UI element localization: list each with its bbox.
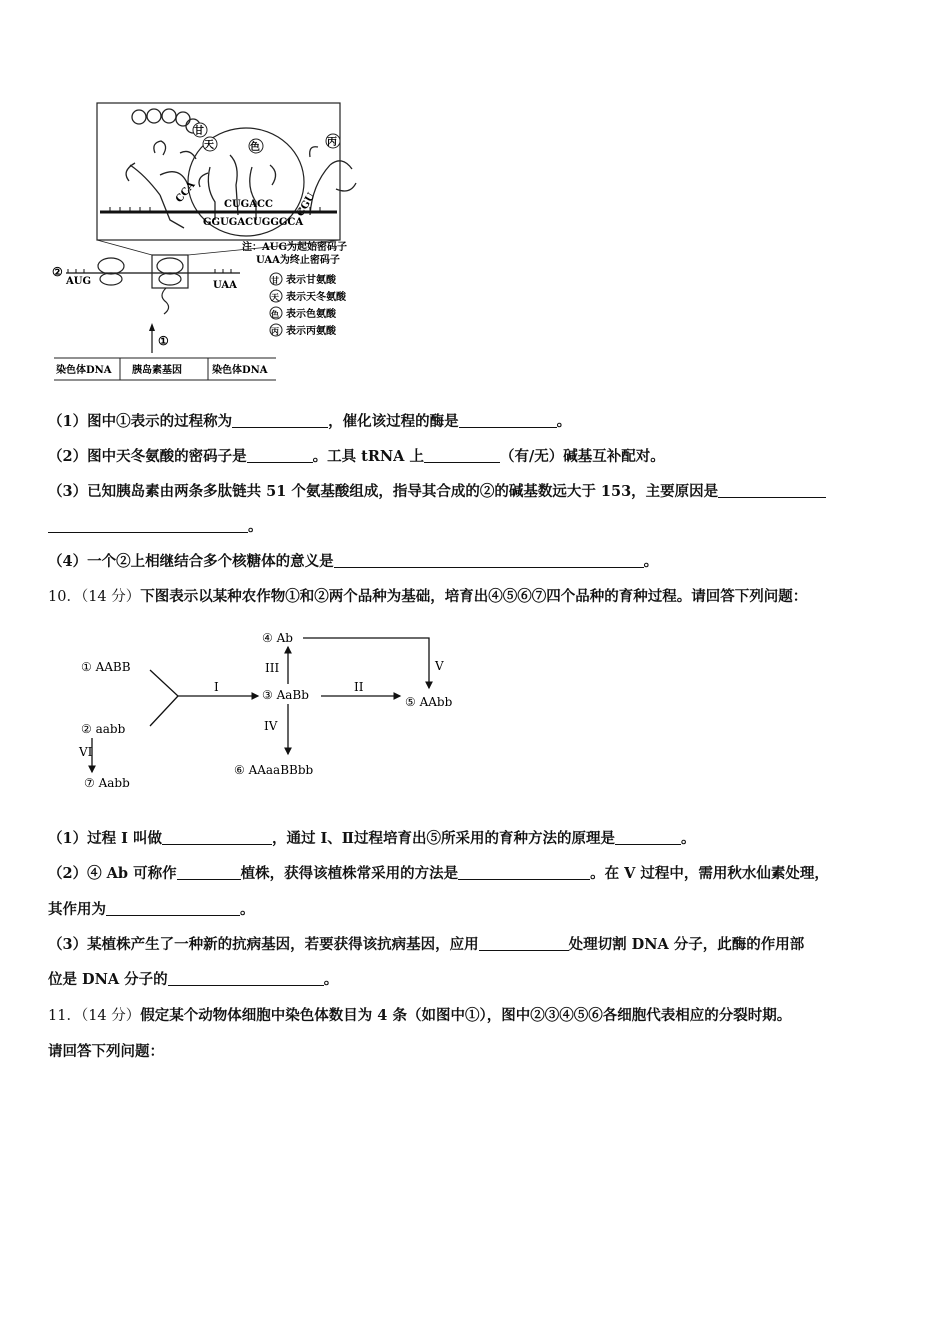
svg-text:丙: 丙 — [271, 326, 279, 336]
route-III: III — [265, 661, 280, 675]
mrna-sequence-label: GGUGACUGGGCA — [203, 217, 304, 228]
svg-text:表示丙氨酸: 表示丙氨酸 — [286, 326, 336, 337]
q10-sub2-blank-b[interactable] — [458, 865, 590, 880]
q10-sub3-blank-b[interactable] — [168, 971, 324, 986]
q9-sub2-blank-a[interactable] — [247, 448, 313, 463]
q9-sub4-blank[interactable] — [334, 553, 644, 568]
q10-score: （14 分） — [80, 589, 141, 605]
translation-figure — [40, 95, 380, 385]
q11-number: 11． — [48, 1008, 81, 1024]
q9-sub1-blank-a[interactable] — [232, 413, 328, 428]
q10-sub1-blank-b[interactable] — [615, 830, 681, 845]
svg-text:甘: 甘 — [194, 126, 204, 137]
q10-sub3: （3）某植株产生了一种新的抗病基因，若要获得该抗病基因，应用 处理切割 DNA 分子，此酶的作用部 — [48, 936, 805, 953]
q10-number: 10． — [48, 589, 81, 605]
start-codon-label: AUG — [66, 276, 92, 287]
aa-bing-icon — [326, 134, 340, 148]
q10-sub1-blank-a[interactable] — [162, 830, 272, 845]
note-title: 注：AUG为起始密码子 — [242, 242, 348, 253]
label-mrna-2: ② — [52, 265, 63, 279]
node-6: ⑥ AAaaBBbb — [234, 763, 314, 777]
label-process-1: ① — [158, 334, 169, 348]
ribosome-small-1 — [98, 258, 124, 285]
node-4: ④ Ab — [262, 631, 293, 645]
q9-sub1: （1）图中①表示的过程称为 ，催化该过程的酶是 。 — [48, 413, 572, 430]
ribosome-highlight-box — [152, 255, 188, 288]
q9-sub3-cont: 。 — [48, 515, 263, 536]
anticodon-right-label: CGU — [295, 191, 318, 219]
peptide-chain — [132, 109, 200, 133]
q9-sub2: （2）图中天冬氨酸的密码子是 。工具 tRNA 上 （有/无）碱基互补配对。 — [48, 448, 665, 465]
route-I: I — [214, 680, 219, 694]
q9-sub1-blank-b[interactable] — [459, 413, 557, 428]
node-3: ③ AaBb — [262, 688, 309, 702]
q10-sub2-blank-a[interactable] — [177, 865, 241, 880]
dna-right-label: 染色体DNA — [212, 365, 268, 376]
trna-middle — [199, 155, 276, 220]
q10-sub2-blank-c[interactable] — [106, 901, 240, 916]
note-stop-codon: UAA为终止密码子 — [256, 255, 340, 266]
node-7: ⑦ Aabb — [84, 776, 130, 790]
svg-text:甘: 甘 — [271, 275, 279, 285]
q9-sub3-blank-a[interactable] — [718, 483, 826, 498]
node-1: ① AABB — [81, 660, 131, 674]
node-2: ② aabb — [81, 722, 126, 736]
route-VI: VI — [79, 745, 93, 759]
cross-lines — [150, 670, 178, 726]
q10-sub1: （1）过程 I 叫做 ，通过 I、Ⅱ过程培育出⑤所采用的育种方法的原理是 。 — [48, 830, 696, 847]
svg-text:色: 色 — [250, 142, 260, 153]
svg-text:表示天冬氨酸: 表示天冬氨酸 — [286, 292, 346, 303]
legend-bing — [270, 324, 337, 337]
trna-right — [310, 147, 356, 215]
route-V: V — [435, 659, 444, 673]
svg-text:天: 天 — [271, 292, 279, 302]
legend-tian — [270, 290, 347, 303]
breeding-diagram — [78, 622, 478, 798]
ribosome-small-2 — [157, 258, 183, 314]
dna-left-label: 染色体DNA — [56, 365, 112, 376]
legend-gan — [270, 273, 337, 286]
q9-sub3-blank-b[interactable] — [48, 518, 248, 533]
aa-se-icon — [249, 139, 263, 153]
anticodon-left-label: CCA — [173, 179, 198, 205]
aa-gan-icon — [193, 123, 207, 137]
q11-stem-cont: 请回答下列问题： — [48, 1043, 164, 1060]
q9-sub2-blank-b[interactable] — [424, 448, 500, 463]
q10-sub3-cont: 位是 DNA 分子的 。 — [48, 971, 339, 988]
q10-stem: 10．（14 分）下图表示以某种农作物①和②两个品种为基础，培育出④⑤⑥⑦四个品种的育种过程。请回答下列问题： — [48, 588, 808, 605]
aa-tian-icon — [203, 137, 217, 151]
svg-text:表示色氨酸: 表示色氨酸 — [286, 309, 336, 320]
q11-score: （14 分） — [80, 1008, 141, 1024]
q9-sub3: （3）已知胰岛素由两条多肽链共 51 个氨基酸组成，指导其合成的②的碱基数远大于 153，主要原因是 — [48, 480, 826, 501]
codon-pair-label: CUGACC — [224, 199, 273, 210]
q9-sub4: （4）一个②上相继结合多个核糖体的意义是 。 — [48, 553, 659, 570]
q10-sub3-blank-a[interactable] — [479, 936, 569, 951]
svg-text:色: 色 — [271, 309, 279, 319]
svg-text:表示甘氨酸: 表示甘氨酸 — [286, 275, 336, 286]
q10-sub2: （2）④ Ab 可称作 植株，获得该植株常采用的方法是 。在 V 过程中，需用秋水仙素处理， — [48, 865, 829, 882]
svg-text:丙: 丙 — [327, 137, 337, 148]
route-IV: IV — [264, 719, 278, 733]
route-II: II — [354, 680, 364, 694]
svg-text:天: 天 — [204, 140, 214, 151]
arrow-V — [303, 638, 429, 688]
node-5: ⑤ AAbb — [405, 695, 453, 709]
q11-stem: 11．（14 分）假定某个动物体细胞中染色体数目为 4 条（如图中①），图中②③④⑤⑥各细胞代表相应的分裂时期。 — [48, 1007, 792, 1024]
stop-codon-label: UAA — [213, 280, 237, 291]
legend-se — [270, 307, 337, 320]
q10-sub2-cont: 其作用为 。 — [48, 901, 255, 918]
insulin-gene-label: 胰岛素基因 — [132, 365, 182, 376]
